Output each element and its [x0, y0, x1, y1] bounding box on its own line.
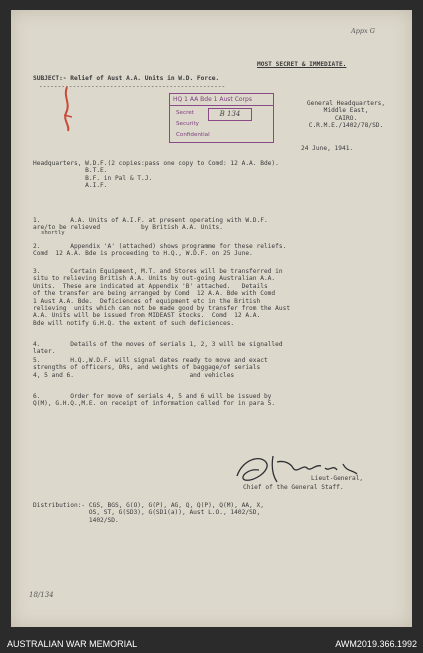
paragraph-line: Comd 12 A.A. Bde is proceeding to H.Q., W.D.F. on 25 June.	[33, 250, 253, 258]
addressee-line: B.F. in Pal & T.J.	[33, 174, 153, 182]
distribution-line: 1402/SD.	[33, 516, 119, 524]
from-block	[296, 100, 396, 130]
paragraph-line: 5. H.Q.,W.D.F. will signal dates ready to move and exact	[33, 357, 268, 364]
paragraph-line: Units. These are indicated at Appendix 'B' attached. Details	[33, 282, 268, 290]
addressee-line: B.T.E.	[33, 167, 108, 175]
paragraph-line: are/to be relieved by British A.A. Units.	[33, 224, 223, 232]
paragraph-line: Bde will notify G.H.Q. the extent of such deficiences.	[33, 319, 235, 327]
stamp-header: HQ 1 AA Bde 1 Aust Corps	[170, 94, 273, 106]
paragraph-4	[33, 341, 283, 356]
paragraph-1	[33, 217, 268, 232]
paragraph-line: 6. Order for move of serials 4, 5 and 6 will be issued by	[33, 393, 272, 400]
paragraph-line: relieving units which can not be made good by transfer from the Aust	[33, 305, 291, 313]
paragraph-line: of the transfer are being arranged by Comd 12 A.A. Bde with Comd	[33, 290, 276, 298]
corner-note: Appx G	[351, 27, 375, 35]
archive-footer	[0, 636, 423, 653]
paragraph-3	[33, 268, 290, 327]
paragraph-6	[33, 393, 275, 408]
received-stamp	[169, 93, 274, 143]
paragraph-line: 1 Aust A.A. Bde. Deficiences of equipment etc in the British	[33, 297, 261, 305]
stamp-number: B 134	[208, 108, 252, 121]
paragraph-line: 4. Details of the moves of serials 1, 2, 3 will be signalled	[33, 341, 283, 348]
red-pencil-mark	[61, 85, 77, 135]
from-line: CAIRO.	[334, 114, 358, 122]
from-line: General Headquarters,	[306, 100, 386, 107]
signatory-title: Chief of the General Staff.	[243, 484, 344, 491]
paragraph-line: strengths of officers, ORs, and weights of baggage/of serials	[33, 364, 261, 372]
paragraph-line: 1. A.A. Units of A.I.F. at present operating with W.D.F.	[33, 217, 268, 224]
distribution-line: Distribution:- CGS, BGS, G(O), G(P), AG, Q, Q(P), Q(M), AA, X,	[33, 502, 264, 509]
from-line: Middle East,	[323, 107, 369, 115]
classification: MOST SECRET & IMMEDIATE.	[257, 61, 347, 68]
subject-line: SUBJECT:- Relief of Aust A.A. Units in W.D. Force.	[33, 75, 220, 82]
footer-left: AUSTRALIAN WAR MEMORIAL	[7, 639, 138, 649]
addressee-line: Headquarters, W.D.F.(2 copies:pass one copy to Comd: 12 A.A. Bde).	[33, 160, 279, 167]
distribution-line: OS, ST, G(SD3), G(SD1(a)), Aust L.O., 1402/SD,	[33, 509, 261, 517]
paragraph-line: 3. Certain Equipment, M.T. and Stores will be transferred in	[33, 268, 283, 275]
margin-note: 18/134	[29, 591, 54, 599]
document-date: 24 June, 1941.	[301, 145, 354, 152]
subject-rule: --------------------------------------------------	[39, 83, 226, 90]
handwritten-insert: shortly	[41, 230, 65, 236]
stamp-label: Confidential	[176, 132, 210, 138]
document-page	[11, 10, 412, 627]
footer-right: AWM2019.366.1992	[335, 639, 417, 649]
signatory-rank: Lieut-General,	[311, 475, 364, 482]
paragraph-2	[33, 243, 286, 258]
stamp-labels	[176, 108, 210, 141]
paragraph-line: 2. Appendix 'A' (attached) shows programme for these reliefs.	[33, 243, 287, 250]
paragraph-line: situ to relieving British A.A. Units by out-going Australian A.A.	[33, 275, 276, 283]
addressees	[33, 160, 279, 190]
stamp-label: Security	[176, 121, 199, 127]
from-line: C.R.M.E./1402/78/SD.	[308, 122, 384, 130]
paragraph-line: later.	[33, 348, 56, 356]
paragraph-line: A.A. Units will be issued from MIDEAST stocks. Comd 12 A.A.	[33, 312, 261, 320]
distribution-list	[33, 502, 264, 524]
paragraph-line: 4, 5 and 6. and vehicles	[33, 371, 235, 379]
paragraph-5	[33, 357, 268, 379]
stamp-label: Secret	[176, 110, 194, 116]
addressee-line: A.I.F.	[33, 182, 108, 190]
paragraph-line: Q(M), G.H.Q.,M.E. on receipt of information called for in para 5.	[33, 400, 276, 408]
